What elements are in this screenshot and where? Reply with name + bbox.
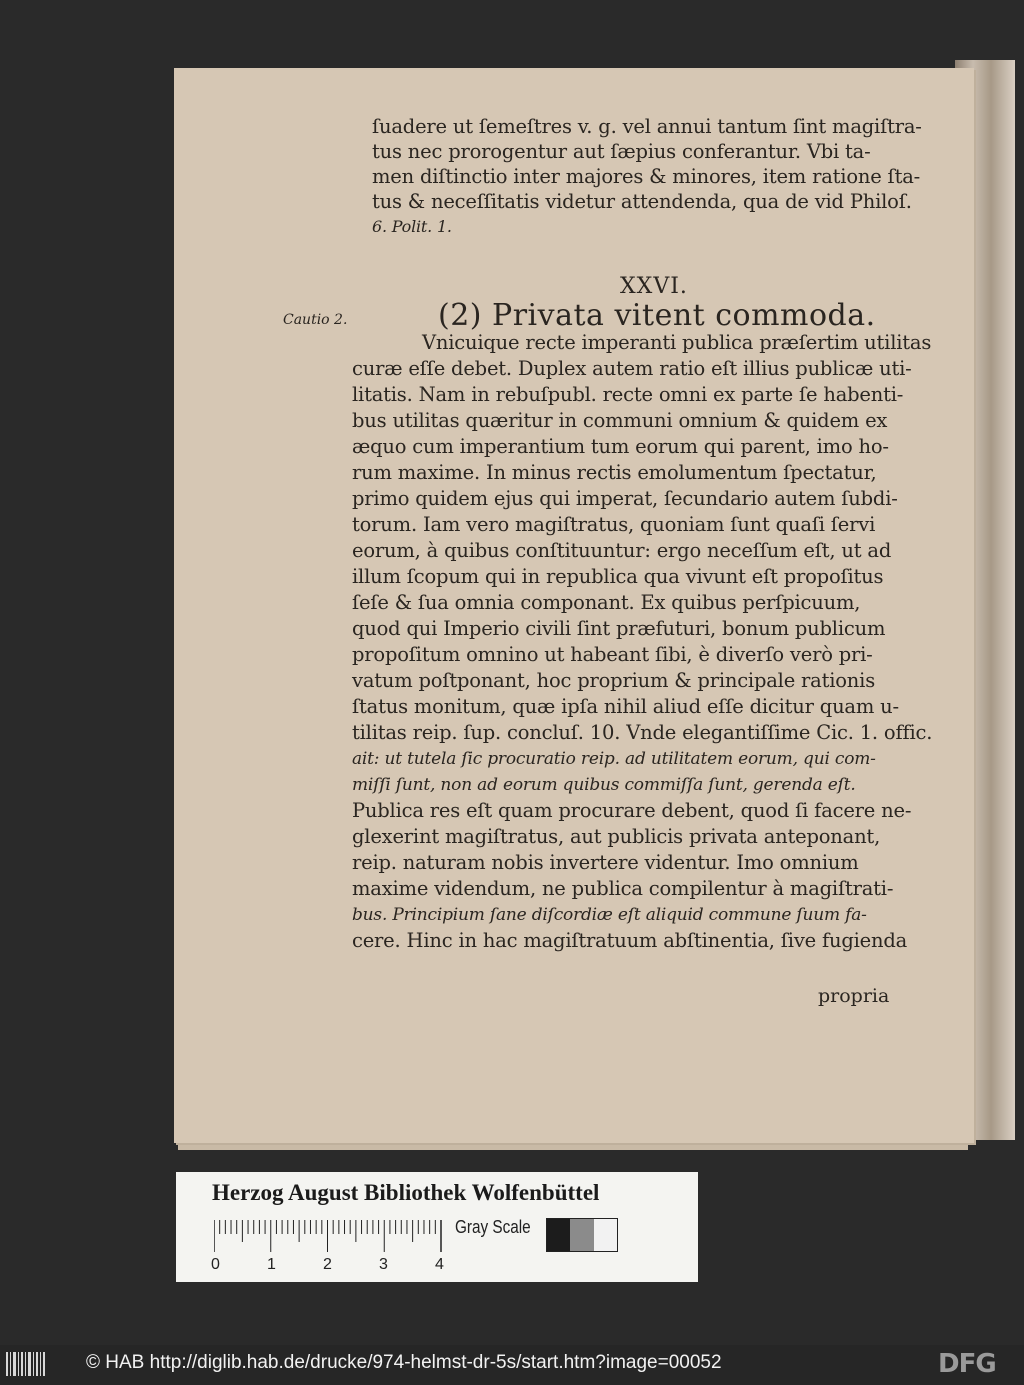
text-line: bus utilitas quæritur in communi omnium & quidem ex bbox=[352, 409, 888, 432]
text-line: men diſtinctio inter majores & minores, item ratione ſta- bbox=[372, 165, 921, 188]
text-line: primo quidem ejus qui imperat, ſecundario autem ſubdi- bbox=[352, 487, 898, 510]
text-line: eorum, à quibus conſtituuntur: ergo neceſſum eſt, ut ad bbox=[352, 539, 892, 562]
text-line: tus & neceſſitatis videtur attendenda, qua de vid Philoſ. bbox=[372, 190, 912, 213]
section-number: XXVI. bbox=[620, 274, 688, 299]
barcode-icon bbox=[6, 1352, 46, 1376]
text-line: æquo cum imperantium tum eorum qui parent, imo ho- bbox=[352, 435, 889, 458]
text-line: glexerint magiſtratus, aut publicis privata anteponant, bbox=[352, 825, 881, 848]
ruler-number: 4 bbox=[435, 1256, 444, 1273]
text-line: tilitas reip. ſup. concluſ. 10. Vnde elegantiſſime Cic. 1. offic. bbox=[352, 721, 933, 744]
text-line: propoſitum omnino ut habeant ſibi, è diverſo verò pri- bbox=[352, 643, 873, 666]
text-line: illum ſcopum qui in republica qua vivunt eſt propoſitus bbox=[352, 565, 884, 588]
text-line: maxime videndum, ne publica compilentur à magiſtrati- bbox=[352, 877, 894, 900]
text-line: vatum poſtponant, hoc proprium & principale rationis bbox=[352, 669, 876, 692]
text-line: rum maxime. In minus rectis emolumentum ſpectatur, bbox=[352, 461, 877, 484]
footer-source-link[interactable]: © HAB http://diglib.hab.de/drucke/974-helmst-dr-5s/start.htm?image=00052 bbox=[86, 1352, 722, 1373]
text-line: 6. Polit. 1. bbox=[372, 217, 452, 236]
text-line: ſuadere ut ſemeſtres v. g. vel annui tantum ſint magiſtra- bbox=[372, 115, 922, 138]
text-line: bus. Principium ſane diſcordiæ eſt aliquid commune ſuum fa- bbox=[352, 905, 867, 925]
section-heading: (2) Privata vitent commoda. bbox=[438, 298, 876, 333]
text-line: ſtatus monitum, quæ ipſa nihil aliud eſſe dicitur quam u- bbox=[352, 695, 899, 718]
catchword: propria bbox=[818, 985, 890, 1007]
gray-scale-bar bbox=[546, 1218, 618, 1252]
text-line: Vnicuique recte imperanti publica præſertim utilitas bbox=[422, 331, 932, 354]
library-name: Herzog August Bibliothek Wolfenbüttel bbox=[212, 1180, 600, 1205]
text-line: Publica res eſt quam procurare debent, quod ſi facere ne- bbox=[352, 799, 912, 822]
text-line: miſſi ſunt, non ad eorum quibus commiſſa ſunt, gerenda eſt. bbox=[352, 775, 856, 795]
margin-note: Cautio 2. bbox=[283, 312, 348, 328]
text-line: quod qui Imperio civili ſint præfuturi, bonum publicum bbox=[352, 617, 886, 640]
text-line: reip. naturam nobis invertere videntur. Imo omnium bbox=[352, 851, 859, 874]
text-line: cere. Hinc in hac magiſtratuum abſtinentia, ſive fugienda bbox=[352, 929, 908, 952]
ruler-number: 2 bbox=[323, 1256, 332, 1273]
text-line: ait: ut tutela ſic procuratio reip. ad utilitatem eorum, qui com- bbox=[352, 749, 876, 769]
text-line: litatis. Nam in rebuſpubl. recte omni ex parte ſe habenti- bbox=[352, 383, 904, 406]
text-line: ſeſe & ſua omnia componant. Ex quibus perſpicuum, bbox=[352, 591, 861, 614]
ruler-number: 0 bbox=[211, 1256, 220, 1273]
dfg-logo: DFG bbox=[938, 1349, 996, 1379]
text-line: tus nec prorogentur aut ſæpius conferantur. Vbi ta- bbox=[372, 140, 871, 163]
text-line: torum. Iam vero magiſtratus, quoniam ſunt quaſi ſervi bbox=[352, 513, 876, 536]
ruler-number: 3 bbox=[379, 1256, 388, 1273]
text-line: curæ eſſe debet. Duplex autem ratio eſt illius publicæ uti- bbox=[352, 357, 912, 380]
gray-scale-label: Gray Scale bbox=[455, 1217, 531, 1237]
ruler-ticks bbox=[214, 1220, 444, 1252]
ruler-number: 1 bbox=[267, 1256, 276, 1273]
